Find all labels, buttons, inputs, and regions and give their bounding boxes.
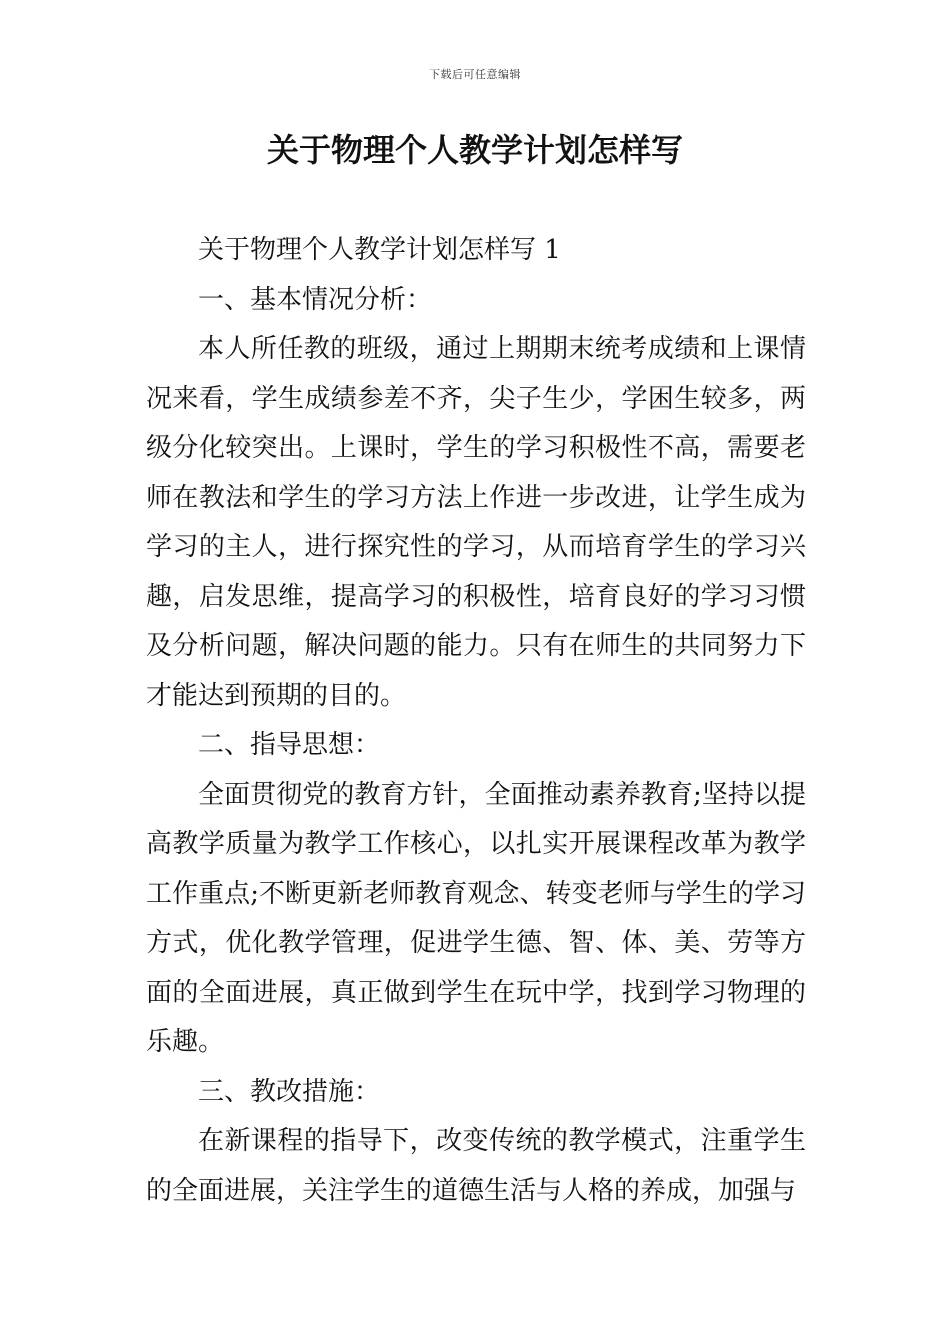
document-title: 关于物理个人教学计划怎样写 — [266, 131, 683, 169]
section-heading-basic-analysis: 一、基本情况分析： — [198, 284, 433, 315]
body-paragraph-ideology: 全面贯彻党的教育方针，全面推动素养教育;坚持以提高教学质量为教学工作核心，以扎实开展课程改革为教学工作重点;不断更新老师教育观念、转变老师与学生的学习方式，优化教学管理，促进学生德、智、体、美、劳等方面的全面进展，真正做到学生在玩中学，找到学习物理的乐趣。 — [146, 779, 806, 1057]
section-heading-guiding-ideology: 二、指导思想： — [198, 730, 381, 760]
section-heading-reform-measures: 三、教改措施： — [198, 1076, 381, 1107]
header-note: 下载后可任意编辑 — [429, 68, 521, 81]
subtitle-paragraph: 关于物理个人教学计划怎样写 1 — [198, 235, 561, 265]
body-paragraph-measures: 在新课程的指导下，改变传统的教学模式，注重学生的全面进展，关注学生的道德生活与人格的养成，加强与 — [146, 1126, 806, 1206]
document-body — [146, 226, 806, 1216]
body-paragraph-analysis: 本人所任教的班级，通过上期期末统考成绩和上课情况来看，学生成绩参差不齐，尖子生少，学困生较多，两级分化较突出。上课时，学生的学习积极性不高，需要老师在教法和学生的学习方法上作进一步改进，让学生成为学习的主人，进行探究性的学习，从而培育学生的学习兴趣，启发思维，提高学习的积极性，培育良好的学习习惯及分析问题，解决问题的能力。只有在师生的共同努力下才能达到预期的目的。 — [146, 334, 806, 711]
